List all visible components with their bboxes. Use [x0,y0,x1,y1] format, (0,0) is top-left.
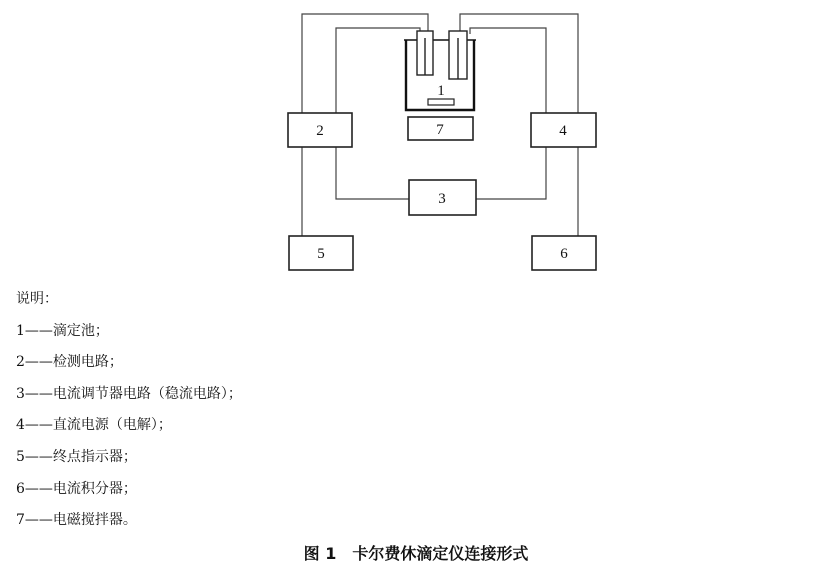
wire-2-to-3 [336,147,409,199]
legend-item: 3——电流调节器电路（稳流电路）； [16,385,242,402]
label-7: 7 [436,122,444,138]
left-electrode [417,31,433,75]
label-1: 1 [437,83,445,99]
legend-item: 1——滴定池； [16,322,109,339]
wire-2-to-cell-inner [336,28,420,113]
figure-caption: 图 1 卡尔费休滴定仪连接形式 [303,544,529,563]
stir-bar [428,99,454,105]
legend [16,284,242,537]
legend-item: 5——终点指示器； [16,448,137,465]
legend-heading: 说明： [16,291,58,307]
label-2: 2 [316,123,324,139]
wire-4-to-cell-inner [470,28,546,113]
legend-item: 4——直流电源（电解）； [16,417,172,434]
right-electrode [449,31,467,79]
wire-3-to-4 [476,147,546,199]
legend-item: 2——检测电路； [16,354,123,371]
label-5: 5 [317,246,325,262]
label-4: 4 [559,123,567,139]
legend-item: 7——电磁搅拌器。 [16,512,137,529]
wire-4-to-cell-outer [460,14,578,113]
label-3: 3 [438,191,446,207]
label-6: 6 [560,246,568,262]
wire-2-to-cell-outer [302,14,428,113]
legend-item: 6——电流积分器； [16,480,137,497]
circuit-diagram [0,0,832,280]
